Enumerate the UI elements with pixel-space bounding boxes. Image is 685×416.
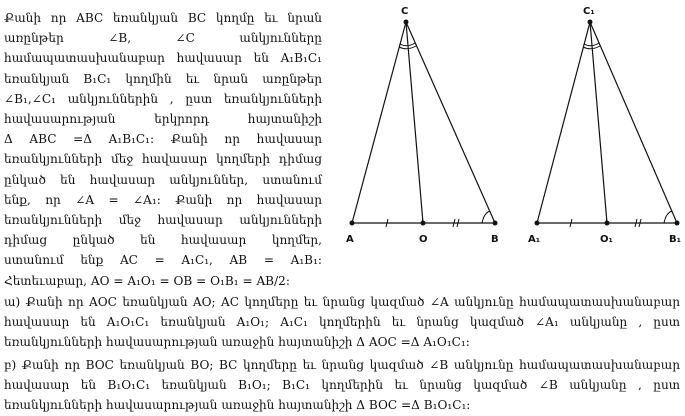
proof-line: դիմաց ընկած են հավասար կողմեր, [4, 233, 322, 248]
proof-line: եռանկյան B₁C₁ կողմին եւ նրան առընթեր [4, 71, 322, 86]
label-A1: A₁ [528, 234, 541, 245]
triangles-figure [335, 0, 685, 260]
label-C: C [401, 6, 409, 17]
proof-line: համապատասխանաբար հավասար են A₁B₁C₁ [4, 51, 322, 66]
label-O: O [419, 234, 428, 245]
label-B1: B₁ [669, 234, 682, 245]
proof-line: եռանկյունների մեջ հավասար անկյունների [4, 213, 322, 228]
proof-line: ընկած են հավասար անկյուններ, ստանում [4, 172, 322, 187]
label-A: A [346, 234, 354, 245]
left-triangle [346, 6, 499, 245]
label-O1: O₁ [600, 234, 613, 245]
proof-line: Հետեւաբար, AO = A₁O₁ = OB = O₁B₁ = AB/2: [4, 273, 290, 288]
proof-line: առընթեր ∠B, ∠C անկյունները [4, 31, 322, 46]
part-a-line: ա) Քանի որ AOC եռանկյան AO; AC կողմերը եւ նրանց կազմած ∠A անկյունը համապատասխանաբար [4, 295, 680, 309]
proof-line: ստանում ենք AC = A₁C₁, AB = A₁B₁: [4, 253, 322, 268]
part-a-line: եռանկյունների հավասարության առաջին հայտանիշի Δ AOC =Δ A₁O₁C₁: [4, 335, 470, 350]
proof-line: հավասարության երկրորդ հայտանիշի [4, 112, 322, 127]
part-b-line: բ) Քանի որ BOC եռանկյան BO; BC կողմերը եւ նրանց կազմած ∠B անկյունը համապատասխանաբար [4, 358, 680, 372]
label-B: B [491, 234, 499, 245]
part-b-line: եռանկյունների հավասարության առաջին հայտանիշի Δ BOC =Δ B₁O₁C₁: [4, 398, 471, 413]
part-a-paragraph [4, 292, 680, 353]
part-b-line: հավասար են B₁O₁C₁ եռանկյան B₁O₁; B₁C₁ կողմերին եւ նրանց կազմած ∠B անկյանը , ըստ [4, 378, 680, 393]
proof-line: Քանի որ ABC եռանկյան BC կողմը եւ նրան [4, 11, 322, 25]
part-b-paragraph [4, 355, 680, 416]
proof-line: ենք, որ ∠A = ∠A₁: Քանի որ հավասար [4, 192, 322, 207]
proof-column [4, 8, 322, 291]
proof-line: ∠B₁,∠C₁ անկյուններին , ըստ եռանկյունների [4, 91, 322, 106]
part-a-line: հավասար են A₁O₁C₁ եռանկյան A₁O₁; A₁C₁ կողմերին եւ նրանց կազմած ∠A₁ անկյանը , ըստ [4, 315, 680, 330]
proof-line: եռանկյունների մեջ հավասար կողմերի դիմաց [4, 152, 322, 167]
label-C1: C₁ [583, 6, 595, 17]
right-triangle [528, 6, 681, 245]
proof-line: Δ ABC =Δ A₁B₁C₁: Քանի որ հավասար [4, 132, 322, 147]
